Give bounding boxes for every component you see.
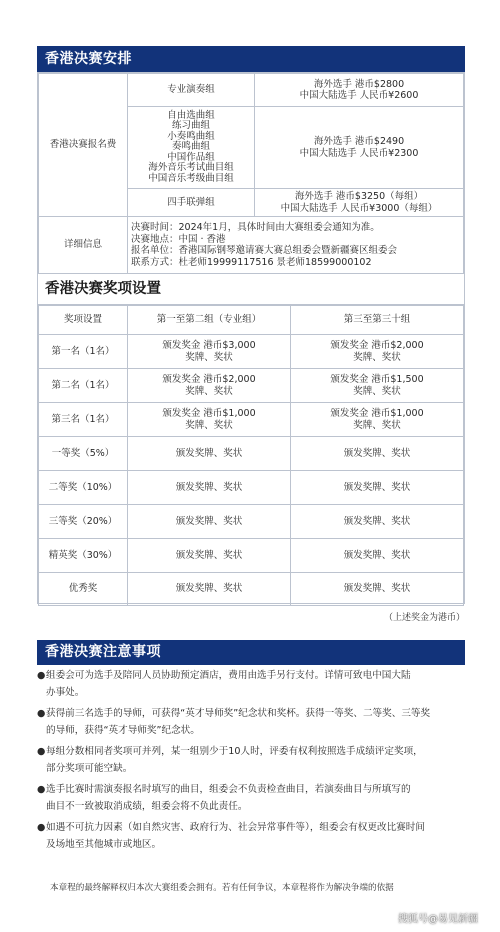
note-line: 选手比赛时需演奏报名时填写的曲目，组委会不负责检查曲目，若演奏曲目与所填写的 bbox=[46, 784, 411, 795]
award-row-third bbox=[39, 403, 464, 437]
award-prize-a: 颁发奖牌、奖状 bbox=[128, 573, 291, 606]
award-name: 优秀奖 bbox=[39, 573, 128, 606]
group-name-line: 中国作品组 bbox=[167, 151, 215, 163]
detail-line: 报名单位：香港国际钢琴邀请赛大赛总组委会暨新疆赛区组委会 bbox=[131, 245, 398, 256]
award-row-first-class bbox=[39, 437, 464, 471]
group-name-duet bbox=[128, 189, 255, 217]
award-prize-a: 颁发奖牌、奖状 bbox=[128, 539, 291, 573]
award-prize-b: 颁发奖牌、奖状 bbox=[291, 573, 464, 606]
award-row-excellent bbox=[39, 573, 464, 606]
section-title-arrangement: 香港决赛安排 bbox=[37, 46, 465, 72]
award-name: 精英奖（30%） bbox=[39, 539, 128, 573]
bullet-icon: ● bbox=[37, 822, 46, 833]
group-name-general bbox=[128, 107, 255, 189]
footer-disclaimer: 本章程的最终解释权归本次大赛组委会拥有。若有任何争议，本章程将作为解决争端的依据 bbox=[50, 883, 394, 893]
award-prize-a: 颁发奖牌、奖状 bbox=[128, 505, 291, 539]
group-name-line: 海外音乐考试曲目组 bbox=[148, 162, 234, 174]
award-prize-a: 颁发奖牌、奖状 bbox=[128, 437, 291, 471]
prize-line: 颁发奖金 港币$1,500 bbox=[330, 374, 424, 385]
group-name-line: 四手联弹组 bbox=[167, 196, 215, 208]
note-line: 的导师，获得“英才导师奖”纪念状。 bbox=[46, 725, 200, 736]
fee-line: 海外选手 港币$2490 bbox=[313, 136, 405, 147]
group-fee-duet bbox=[255, 189, 464, 217]
awards-header-row bbox=[39, 306, 464, 335]
award-name: 一等奖（5%） bbox=[39, 437, 128, 471]
arrangement-table bbox=[37, 72, 465, 274]
currency-note: （上述奖金为港币） bbox=[383, 613, 465, 623]
award-name: 二等奖（10%） bbox=[39, 471, 128, 505]
prize-line: 颁发奖金 港币$2,000 bbox=[330, 340, 424, 351]
award-row-elite bbox=[39, 539, 464, 573]
award-name: 第二名（1名） bbox=[39, 369, 128, 403]
note-item bbox=[37, 819, 469, 853]
group-name-line: 奏鸣曲组 bbox=[171, 141, 210, 153]
fee-line: 海外选手 港币$3250（每组） bbox=[294, 191, 424, 202]
prize-line: 颁发奖金 港币$2,000 bbox=[162, 374, 256, 385]
prize-line: 奖牌、奖状 bbox=[185, 385, 233, 397]
group-name-line: 小奏鸣曲组 bbox=[167, 130, 215, 142]
notes-list bbox=[37, 667, 469, 857]
awards-table bbox=[37, 304, 465, 604]
group-name-line: 练习曲组 bbox=[171, 120, 210, 132]
award-prize-b: 颁发奖牌、奖状 bbox=[291, 505, 464, 539]
detail-line: 决赛地点：中国 · 香港 bbox=[131, 233, 226, 245]
note-line: 及场地至其他城市或地区。 bbox=[46, 839, 162, 850]
award-prize-a bbox=[128, 369, 291, 403]
header-award: 奖项设置 bbox=[39, 306, 128, 335]
prize-line: 奖牌、奖状 bbox=[185, 419, 233, 431]
prize-line: 颁发奖金 港币$3,000 bbox=[162, 340, 256, 351]
group-fee-professional bbox=[255, 74, 464, 107]
award-prize-a: 颁发奖牌、奖状 bbox=[128, 471, 291, 505]
fee-line: 海外选手 港币$2800 bbox=[313, 78, 405, 90]
note-line: 每组分数相同者奖项可并列，某一组别少于10人时，评委有权利按照选手成绩评定奖项， bbox=[46, 746, 423, 757]
group-fee-general bbox=[255, 107, 464, 189]
fee-row-professional bbox=[39, 74, 464, 107]
detail-line: 联系方式：杜老师19999117516 景老师18599000102 bbox=[131, 256, 372, 268]
prize-line: 奖牌、奖状 bbox=[353, 419, 401, 431]
detail-row bbox=[39, 217, 464, 274]
fee-line: 中国大陆选手 人民币¥3000（每组） bbox=[280, 202, 438, 214]
note-line: 办事处。 bbox=[46, 687, 85, 698]
note-line: 组委会可为选手及陪同人员协助预定酒店，费用由选手另行支付。详情可致电中国大陆 bbox=[46, 670, 411, 681]
detail-label: 详细信息 bbox=[39, 217, 128, 274]
award-row-third-class bbox=[39, 505, 464, 539]
fee-label: 香港决赛报名费 bbox=[39, 74, 128, 217]
award-prize-b bbox=[291, 369, 464, 403]
group-name-professional bbox=[128, 74, 255, 107]
group-name-line: 专业演奏组 bbox=[167, 84, 215, 96]
award-prize-a bbox=[128, 403, 291, 437]
award-row-second-class bbox=[39, 471, 464, 505]
header-group-a: 第一至第二组（专业组） bbox=[128, 306, 291, 335]
award-prize-a bbox=[128, 335, 291, 369]
section-title-awards: 香港决赛奖项设置 bbox=[37, 274, 465, 305]
note-item bbox=[37, 667, 469, 701]
award-name: 第三名（1名） bbox=[39, 403, 128, 437]
bullet-icon: ● bbox=[37, 746, 46, 757]
group-name-line: 中国音乐考级曲目组 bbox=[148, 172, 234, 184]
bullet-icon: ● bbox=[37, 670, 46, 681]
note-item bbox=[37, 743, 469, 777]
award-name: 第一名（1名） bbox=[39, 335, 128, 369]
prize-line: 颁发奖金 港币$1,000 bbox=[330, 408, 424, 419]
award-prize-b: 颁发奖牌、奖状 bbox=[291, 437, 464, 471]
award-prize-b: 颁发奖牌、奖状 bbox=[291, 471, 464, 505]
detail-line: 决赛时间：2024年1月，具体时间由大赛组委会通知为准。 bbox=[131, 222, 380, 233]
bullet-icon: ● bbox=[37, 784, 46, 795]
note-line: 部分奖项可能空缺。 bbox=[46, 763, 133, 774]
fee-line: 中国大陆选手 人民币¥2600 bbox=[299, 90, 419, 101]
prize-line: 颁发奖金 港币$1,000 bbox=[162, 408, 256, 419]
award-prize-b bbox=[291, 403, 464, 437]
header-group-b: 第三至第三十组 bbox=[291, 306, 464, 335]
award-row-first bbox=[39, 335, 464, 369]
prize-line: 奖牌、奖状 bbox=[353, 385, 401, 397]
prize-line: 奖牌、奖状 bbox=[185, 351, 233, 363]
note-item bbox=[37, 781, 469, 815]
award-row-second bbox=[39, 369, 464, 403]
fee-line: 中国大陆选手 人民币¥2300 bbox=[299, 147, 419, 159]
note-line: 获得前三名选手的导师，可获得“英才导师奖”纪念状和奖杯。获得一等奖、二等奖、三等奖 bbox=[46, 708, 431, 719]
group-name-line: 自由选曲组 bbox=[167, 109, 215, 121]
detail-content bbox=[128, 217, 464, 274]
award-prize-b: 颁发奖牌、奖状 bbox=[291, 539, 464, 573]
note-line: 曲目不一致被取消成绩，组委会将不负此责任。 bbox=[46, 801, 248, 812]
watermark: 搜狐号@易见新疆 bbox=[398, 914, 478, 925]
note-item bbox=[37, 705, 469, 739]
prize-line: 奖牌、奖状 bbox=[353, 351, 401, 363]
award-prize-b bbox=[291, 335, 464, 369]
note-line: 如遇不可抗力因素（如自然灾害、政府行为、社会异常事件等），组委会有权更改比赛时间 bbox=[46, 822, 425, 833]
award-name: 三等奖（20%） bbox=[39, 505, 128, 539]
section-title-notes: 香港决赛注意事项 bbox=[37, 640, 465, 665]
bullet-icon: ● bbox=[37, 708, 46, 719]
